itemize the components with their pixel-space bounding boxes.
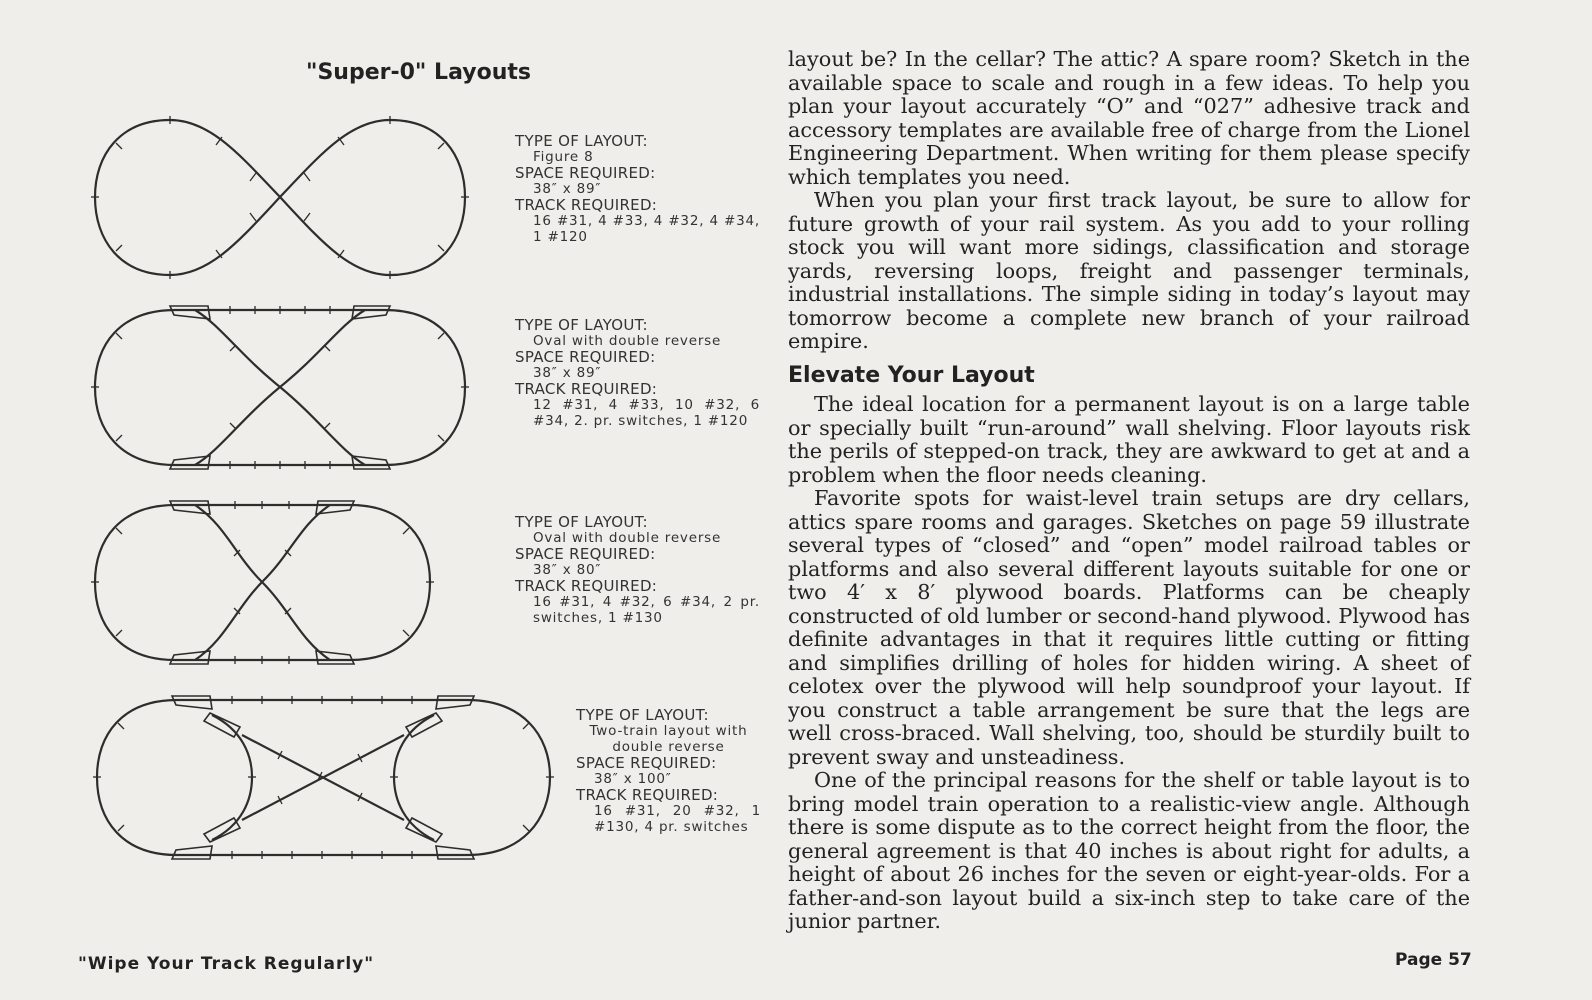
layout-3-specs <box>515 514 760 626</box>
section-heading: Elevate Your Layout <box>788 362 1035 388</box>
layouts-title: "Super-0" Layouts <box>306 60 531 85</box>
space-value: 38″ x 100″ <box>594 771 672 787</box>
article-paragraph: layout be? In the cellar? The attic? A spare room? Sketch in the available space to scale and rough in a few ideas. To help you plan your layout accurately “O” and “027” adhesive track and accessory templates are available free of charge from the Lionel Engineering Department. When writing for them please specify which templates you need. <box>788 47 1470 189</box>
track-label: TRACK REQUIRED: <box>515 577 658 595</box>
article-paragraph: The ideal location for a permanent layout is on a large table or specially built “run-around” wall shelving. Floor layouts risk the perils of stepped-on track, they are awkward to get at and a problem when the floor needs cleaning. <box>788 392 1470 487</box>
track-label: TRACK REQUIRED: <box>515 380 658 398</box>
space-label: SPACE REQUIRED: <box>515 164 656 182</box>
type-label: TYPE OF LAYOUT: <box>576 706 709 724</box>
space-value: 38″ x 89″ <box>533 181 602 197</box>
two-train-layout-diagram <box>92 695 557 860</box>
track-value: 16 #31, 20 #32, 1 #130, 4 pr. switches <box>594 803 761 835</box>
space-value: 38″ x 80″ <box>533 562 602 578</box>
layout-2-specs <box>515 317 760 429</box>
track-label: TRACK REQUIRED: <box>515 196 658 214</box>
type-label: TYPE OF LAYOUT: <box>515 513 648 531</box>
article-paragraph: Favorite spots for waist-level train setups are dry cellars, attics spare rooms and garages. Sketches on page 59 illustrate several types of “closed” and “open” model railroad tables or platforms and also several different layouts suitable for one or two 4′ x 8′ plywood boards. Platforms can be cheaply constructed of old lumber or second-hand plywood. Plywood has definite advantages in that it requires little cutting or fitting and simplifies drilling of holes for hidden wiring. A sheet of celotex over the plywood will help soundproof your layout. If you construct a table arrangement be sure that the legs are well cross-braced. Wall shelving, too, should be sturdily built to prevent sway and unsteadiness. <box>788 486 1470 769</box>
track-label: TRACK REQUIRED: <box>576 786 719 804</box>
space-label: SPACE REQUIRED: <box>576 754 717 772</box>
type-value: Figure 8 <box>533 149 594 165</box>
track-value: 16 #31, 4 #32, 6 #34, 2 pr. switches, 1 #130 <box>533 594 760 626</box>
type-value: Oval with double reverse <box>533 333 722 349</box>
figure-8-diagram <box>90 115 470 280</box>
footer-slogan: "Wipe Your Track Regularly" <box>78 954 375 974</box>
track-value: 16 #31, 4 #33, 4 #32, 4 #34, 1 #120 <box>533 213 760 245</box>
track-value: 12 #31, 4 #33, 10 #32, 6 #34, 2. pr. switches, 1 #120 <box>533 397 760 429</box>
oval-double-reverse-80-diagram <box>90 500 435 665</box>
type-value: Oval with double reverse <box>533 530 722 546</box>
layout-4-specs <box>576 707 761 835</box>
space-label: SPACE REQUIRED: <box>515 348 656 366</box>
page-number: Page 57 <box>1395 950 1472 970</box>
article-column <box>788 48 1470 934</box>
type-label: TYPE OF LAYOUT: <box>515 132 648 150</box>
space-label: SPACE REQUIRED: <box>515 545 656 563</box>
type-value: Two-train layout with double reverse <box>589 723 748 755</box>
space-value: 38″ x 89″ <box>533 365 602 381</box>
oval-double-reverse-89-diagram <box>90 305 470 470</box>
article-paragraph: One of the principal reasons for the shelf or table layout is to bring model train operation to a realistic-view angle. Although there is some dispute as to the correct height from the floor, the general agreement is that 40 inches is about right for adults, a height of about 26 inches for the seven or eight-year-olds. For a father-and-son layout build a six-inch step to take care of the junior partner. <box>788 768 1470 933</box>
layout-1-specs <box>515 133 760 245</box>
article-paragraph: When you plan your first track layout, be sure to allow for future growth of your rail system. As you add to your rolling stock you will want more sidings, classification and storage yards, reversing loops, freight and passenger terminals, industrial installations. The simple siding in today’s layout may tomorrow become a complete new branch of your railroad empire. <box>788 188 1470 353</box>
type-label: TYPE OF LAYOUT: <box>515 316 648 334</box>
